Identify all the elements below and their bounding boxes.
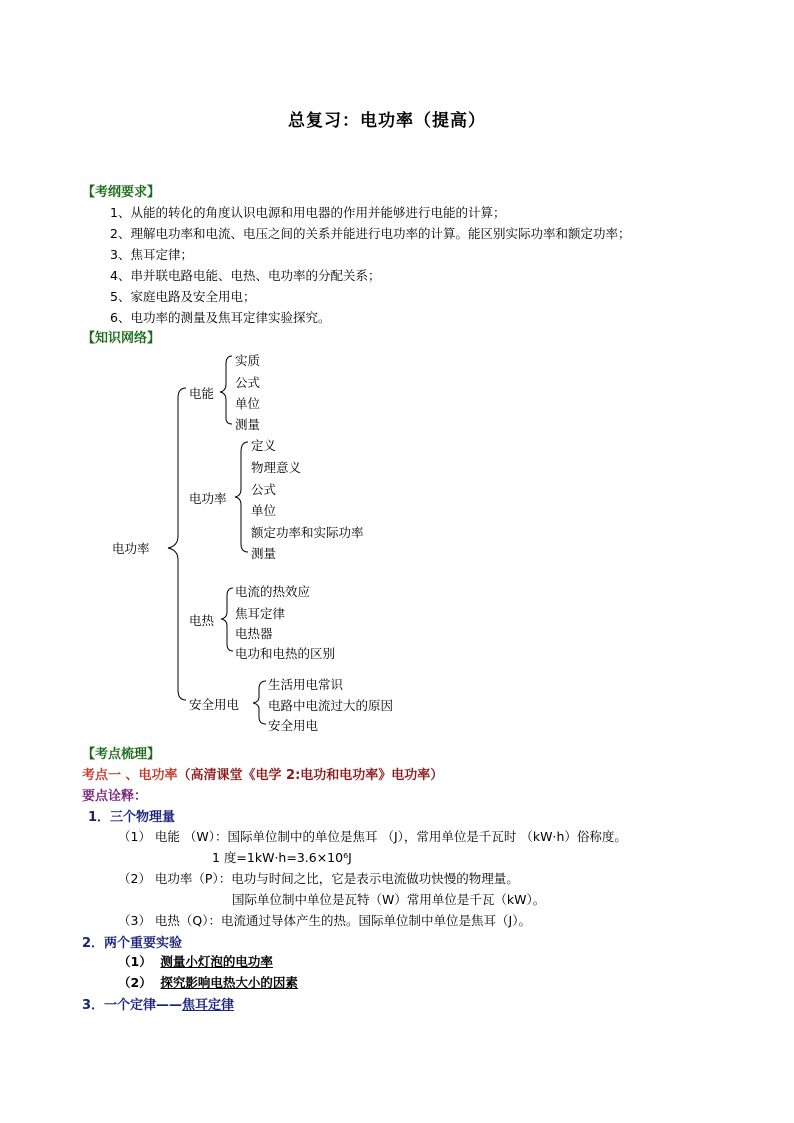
heading-joule-law-number: 3．一个定律—— xyxy=(82,998,183,1013)
tree-leaf: 实质 xyxy=(235,353,261,368)
tree-leaf: 公式 xyxy=(251,482,277,497)
quantity-power-units: 国际单位制中单位是瓦特（W）常用单位是千瓦（kW）。 xyxy=(232,892,546,907)
experiment-2-number: （2） xyxy=(118,975,152,990)
kaogang-item: 2、理解电功率和电流、电压之间的关系并能进行电功率的计算。能区别实际功率和额定功率； xyxy=(110,226,631,241)
experiment-1-number: （1） xyxy=(118,954,152,969)
page-title: 总复习：电功率（提高） xyxy=(288,111,486,131)
quantity-energy: （1） 电能 （W）：国际单位制中的单位是焦耳 （J），常用单位是千瓦时 （kW·h）俗称度。 xyxy=(118,829,627,844)
section-kaodian: 【考点梳理】 xyxy=(82,747,161,762)
kaodian-heading xyxy=(82,764,443,783)
experiment-2 xyxy=(118,973,298,991)
section-kaogang: 【考纲要求】 xyxy=(82,185,161,200)
experiment-1 xyxy=(118,952,273,970)
tree-leaf: 额定功率和实际功率 xyxy=(251,525,364,540)
kaogang-item: 3、焦耳定律； xyxy=(110,247,193,262)
tree-leaf: 电路中电流过大的原因 xyxy=(268,698,394,713)
kaogang-item: 5、家庭电路及安全用电； xyxy=(110,289,256,304)
branch-brace-dianneng xyxy=(220,356,232,424)
tree-leaf: 电热器 xyxy=(235,626,273,641)
tree-leaf: 电功和电热的区别 xyxy=(235,646,336,661)
quantity-power: （2） 电功率（P）：电功与时间之比，它是表示电流做功快慢的物理量。 xyxy=(118,871,519,886)
root-brace xyxy=(168,388,186,700)
tree-leaf: 测量 xyxy=(251,546,277,561)
kaogang-item: 4、串并联电路电能、电热、电功率的分配关系； xyxy=(110,268,381,283)
tree-branch-label: 安全用电 xyxy=(189,697,240,712)
section-zhishi: 【知识网络】 xyxy=(82,331,161,346)
tree-branch-label: 电能 xyxy=(189,386,215,401)
tree-leaf: 安全用电 xyxy=(268,718,319,733)
tree-branch-label: 电功率 xyxy=(189,491,227,506)
tree-leaf: 单位 xyxy=(235,396,261,411)
branch-brace-dianre xyxy=(221,588,233,651)
tree-leaf: 定义 xyxy=(251,438,277,453)
tree-root: 电功率 xyxy=(112,541,150,556)
kaogang-item: 6、电功率的测量及焦耳定律实验探究。 xyxy=(110,310,331,325)
heading-joule-law xyxy=(82,994,234,1013)
kaogang-item: 1、从能的转化的角度认识电源和用电器的作用并能够进行电能的计算； xyxy=(110,205,506,220)
tree-branch-label: 电热 xyxy=(189,613,215,628)
yaodian-heading: 要点诠释： xyxy=(82,789,148,804)
kaodian-title: 考点一 、电功率 xyxy=(82,768,178,783)
experiment-2-label: 探究影响电热大小的因素 xyxy=(160,975,298,990)
tree-leaf: 测量 xyxy=(235,417,261,432)
heading-two-experiments: 2．两个重要实验 xyxy=(82,936,183,951)
tree-leaf: 电流的热效应 xyxy=(235,584,311,599)
tree-leaf: 单位 xyxy=(251,503,277,518)
kaodian-source: （高清课堂《电学 2:电功和电功率》电功率） xyxy=(177,768,444,783)
quantity-heat: （3） 电热（Q）：电流通过导体产生的热。国际单位制中单位是焦耳（J）。 xyxy=(118,913,531,928)
heading-three-quantities: 1．三个物理量 xyxy=(88,810,176,825)
branch-brace-diangonglv xyxy=(235,442,248,552)
branch-brace-anquan xyxy=(253,681,266,724)
tree-leaf: 生活用电常识 xyxy=(268,677,344,692)
tree-leaf: 焦耳定律 xyxy=(235,606,286,621)
tree-leaf: 物理意义 xyxy=(251,460,302,475)
tree-leaf: 公式 xyxy=(235,375,261,390)
quantity-energy-conversion: 1 度=1kW·h=3.6×10⁶J xyxy=(212,850,352,865)
experiment-1-label: 测量小灯泡的电功率 xyxy=(160,954,273,969)
heading-joule-law-label: 焦耳定律 xyxy=(182,998,235,1013)
